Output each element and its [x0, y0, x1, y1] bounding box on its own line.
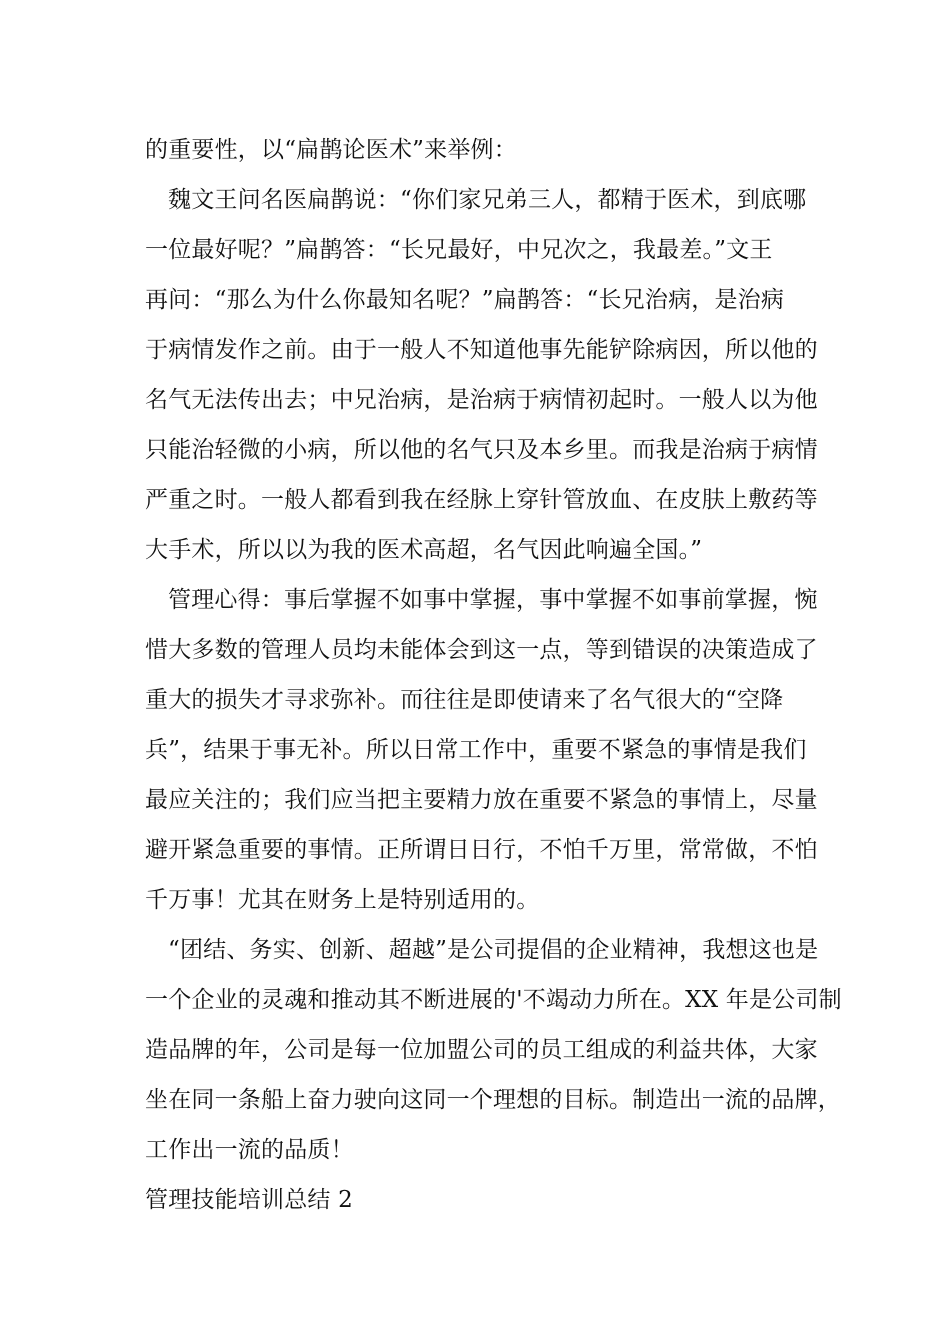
paragraph-line: 惜大多数的管理人员均未能体会到这一点，等到错误的决策造成了	[145, 637, 818, 663]
paragraph-line: 魏文王问名医扁鹊说：“你们家兄弟三人，都精于医术，到底哪	[168, 187, 807, 213]
paragraph-line: 工作出一流的品质！	[145, 1137, 354, 1163]
paragraph-line: 坐在同一条船上奋力驶向这同一个理想的目标。制造出一流的品牌，	[145, 1087, 841, 1113]
paragraph-line: 一位最好呢？”扁鹊答：“长兄最好，中兄次之，我最差。”文王	[145, 237, 773, 263]
paragraph-line: 的重要性，以“扁鹊论医术”来举例：	[145, 137, 517, 163]
paragraph-line: 大手术，所以以为我的医术高超，名气因此响遍全国。”	[145, 537, 703, 563]
paragraph-line: 最应关注的；我们应当把主要精力放在重要不紧急的事情上，尽量	[145, 787, 818, 813]
paragraph-line: 只能治轻微的小病，所以他的名气只及本乡里。而我是治病于病情	[145, 437, 818, 463]
paragraph-line: 重大的损失才寻求弥补。而往往是即使请来了名气很大的“空降	[145, 687, 784, 713]
paragraph-line: 再问：“那么为什么你最知名呢？”扁鹊答：“长兄治病，是治病	[145, 287, 785, 313]
paragraph-line: “团结、务实、创新、超越”是公司提倡的企业精神，我想这也是	[168, 937, 819, 963]
paragraph-line: 避开紧急重要的事情。正所谓日日行，不怕千万里，常常做，不怕	[145, 837, 818, 863]
paragraph-line: 千万事！尤其在财务上是特别适用的。	[145, 887, 540, 913]
paragraph-line: 严重之时。一般人都看到我在经脉上穿针管放血、在皮肤上敷药等	[145, 487, 818, 513]
section-heading: 管理技能培训总结 2	[145, 1187, 353, 1213]
paragraph-line: 兵”，结果于事无补。所以日常工作中，重要不紧急的事情是我们	[145, 737, 807, 763]
paragraph-line: 名气无法传出去；中兄治病，是治病于病情初起时。一般人以为他	[145, 387, 818, 413]
paragraph-line: 于病情发作之前。由于一般人不知道他事先能铲除病因，所以他的	[145, 337, 818, 363]
paragraph-line: 管理心得：事后掌握不如事中掌握，事中掌握不如事前掌握，惋	[168, 587, 818, 613]
paragraph-line: 造品牌的年，公司是每一位加盟公司的员工组成的利益共体，大家	[145, 1037, 818, 1063]
paragraph-line: 一个企业的灵魂和推动其不断进展的'不竭动力所在。XX 年是公司制	[145, 987, 842, 1013]
